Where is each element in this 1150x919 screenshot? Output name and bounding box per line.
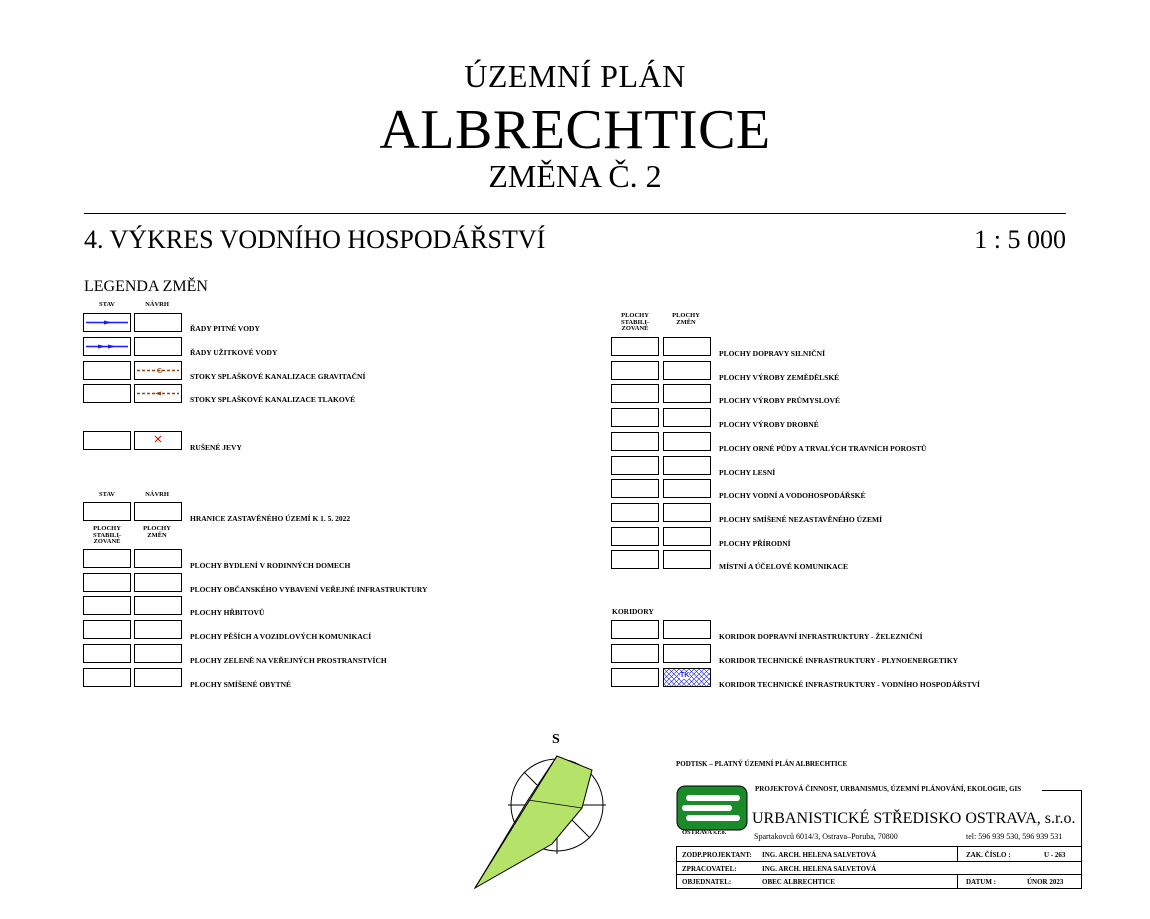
- zprac-value: ING. ARCH. HELENA SALVETOVÁ: [762, 865, 877, 873]
- legend-swatch-stav: [83, 361, 131, 380]
- col-header-plochy-zmen: PLOCHY ZMĚN: [672, 312, 700, 326]
- zodp-label: ZODP.PROJEKTANT:: [682, 851, 752, 859]
- legend-swatch-stav: [83, 431, 131, 450]
- legend-swatch-navrh: [134, 313, 182, 332]
- legend-plochy-label: PLOCHY DOPRAVY SILNIČNÍ: [719, 349, 825, 358]
- legend-plochy-label: PLOCHY VÝROBY ZEMĚDĚLSKÉ: [719, 372, 840, 382]
- legend-swatch-zmen: [663, 432, 711, 451]
- legend-plochy-label: PLOCHY SMÍŠENÉ NEZASTAVĚNÉHO ÚZEMÍ: [719, 514, 883, 524]
- legend-swatch-zmen: [663, 408, 711, 427]
- koridor-label: KORIDOR DOPRAVNÍ INFRASTRUKTURY - ŽELEZNIČNÍ: [719, 632, 923, 641]
- legend-swatch-stab: [611, 527, 659, 546]
- koridor-label: KORIDOR TECHNICKÉ INFRASTRUKTURY - VODNÍHO HOSPODÁŘSTVÍ: [719, 680, 980, 689]
- legend-plochy-label: PLOCHY PĚŠÍCH A VOZIDLOVÝCH KOMUNIKACÍ: [190, 632, 372, 642]
- plan-title-change: ZMĚNA Č. 2: [488, 158, 662, 194]
- legend-swatch-stab: [611, 668, 659, 687]
- legend-plochy-label: MÍSTNÍ A ÚČELOVÉ KOMUNIKACE: [719, 562, 848, 572]
- legend-plochy-label: PLOCHY HŘBITOVŮ: [190, 608, 265, 618]
- legend-swatch-zmen: [663, 479, 711, 498]
- legend-plochy-label: PLOCHY BYDLENÍ V RODINNÝCH DOMECH: [190, 561, 351, 570]
- legend-swatch-stav: [83, 384, 131, 403]
- col-header-navrh: NÁVRH: [145, 301, 169, 308]
- legend-swatch-stab: [611, 432, 659, 451]
- legend-swatch-zmen: [663, 527, 711, 546]
- logo-caption: OSTRAVA s.r.o.: [682, 829, 727, 836]
- legend-swatch-zmen: [663, 550, 711, 569]
- legend-swatch-navrh: [134, 384, 182, 403]
- table-line: [957, 846, 958, 861]
- table-line: [676, 888, 1082, 889]
- company-phone: tel: 596 939 530, 596 939 531: [966, 832, 1063, 841]
- legend-swatch-stab: [611, 384, 659, 403]
- legend-item-label: STOKY SPLAŠKOVÉ KANALIZACE TLAKOVÉ: [190, 395, 356, 404]
- north-label: S: [552, 732, 560, 747]
- legend-plochy-label: PLOCHY ORNÉ PŮDY A TRVALÝCH TRAVNÍCH POROSTŮ: [719, 443, 927, 453]
- datum-label: DATUM :: [966, 878, 997, 886]
- plan-title-line1: ÚZEMNÍ PLÁN: [464, 58, 686, 94]
- legend-swatch-stab: [611, 408, 659, 427]
- legend-swatch-stab: [83, 573, 131, 592]
- legend-swatch-zmen: [663, 337, 711, 356]
- legend-plochy-label: PLOCHY LESNÍ: [719, 467, 776, 477]
- table-line: [676, 846, 1082, 847]
- company-logo: [676, 785, 748, 837]
- legend-swatch-stab: [611, 456, 659, 475]
- legend-swatch-zmen: [663, 644, 711, 663]
- legend-plochy-label: PLOCHY OBČANSKÉHO VYBAVENÍ VEŘEJNÉ INFRASTRUKTURY: [190, 584, 428, 594]
- zak-label: ZAK. ČÍSLO :: [966, 851, 1011, 859]
- legend-hranice-label: HRANICE ZASTAVĚNÉHO ÚZEMÍ K 1. 5. 2022: [190, 514, 351, 523]
- col-header-navrh: NÁVRH: [145, 491, 169, 498]
- legend-swatch-stab: [611, 361, 659, 380]
- legend-plochy-label: PLOCHY VODNÍ A VODOHOSPODÁŘSKÉ: [719, 491, 866, 501]
- zprac-label: ZPRACOVATEL:: [682, 865, 737, 873]
- legend-swatch-stab: [83, 596, 131, 615]
- sheet-name: 4. VÝKRES VODNÍHO HOSPODÁŘSTVÍ: [84, 225, 546, 254]
- legend-plochy-label: PLOCHY VÝROBY DROBNÉ: [719, 420, 819, 430]
- legend-swatch-stab: [611, 620, 659, 639]
- legend-swatch-navrh: [134, 361, 182, 380]
- datum-value: ÚNOR 2023: [1027, 878, 1064, 886]
- legend-swatch-zmen: [134, 549, 182, 568]
- koridor-tag: TK: [680, 672, 690, 679]
- legend-swatch-stav: [83, 313, 131, 332]
- obj-label: OBJEDNATEL:: [682, 878, 732, 886]
- legend-title: LEGENDA ZMĚN: [84, 278, 208, 295]
- blue-double-arrow-icon: [84, 338, 130, 355]
- blue-line-arrow-icon: [84, 314, 130, 331]
- title-divider: [84, 213, 1066, 214]
- legend-swatch-zmen: [663, 361, 711, 380]
- zodp-value: ING. ARCH. HELENA SALVETOVÁ: [762, 851, 877, 859]
- svg-text:G: G: [157, 368, 163, 375]
- legend-swatch-stab: [611, 337, 659, 356]
- col-header-plochy-stab: PLOCHY STABILI-ZOVANÉ: [92, 525, 122, 545]
- table-line: [676, 874, 1082, 875]
- legend-swatch-stab: [83, 620, 131, 639]
- legend-swatch-navrh: [134, 431, 182, 450]
- legend-swatch-stav: [83, 502, 131, 521]
- sheet-scale: 1 : 5 000: [974, 225, 1066, 254]
- frame-line: [1042, 790, 1082, 791]
- company-address: Spartakovců 6014/3, Ostrava–Poruba, 70800: [754, 832, 898, 841]
- legend-swatch-zmen: [134, 596, 182, 615]
- zak-value: U - 263: [1044, 851, 1066, 859]
- legend-swatch-stab: [611, 503, 659, 522]
- legend-swatch-zmen: [663, 620, 711, 639]
- red-cross-icon: [135, 432, 181, 449]
- table-line: [676, 846, 677, 889]
- legend-swatch-stab: [83, 644, 131, 663]
- koridory-title: KORIDORY: [612, 607, 654, 616]
- legend-swatch-zmen: [663, 456, 711, 475]
- legend-swatch-navrh: [134, 502, 182, 521]
- col-header-plochy-stab: PLOCHY STABILI-ZOVANÉ: [620, 312, 650, 332]
- legend-swatch-stab: [611, 479, 659, 498]
- col-header-stav: STAV: [98, 301, 116, 308]
- brown-dashed-arrow-icon: [135, 385, 181, 402]
- legend-plochy-label: PLOCHY ZELENĚ NA VEŘEJNÝCH PROSTRANSTVÍCH: [190, 655, 387, 665]
- col-header-stav: STAV: [98, 491, 116, 498]
- legend-swatch-zmen: [134, 573, 182, 592]
- legend-item-label: STOKY SPLAŠKOVÉ KANALIZACE GRAVITAČNÍ: [190, 372, 366, 381]
- legend-item-label: ŘADY UŽITKOVÉ VODY: [190, 348, 278, 357]
- legend-plochy-label: PLOCHY SMÍŠENÉ OBYTNÉ: [190, 679, 291, 689]
- table-line: [676, 861, 1082, 862]
- legend-swatch-stab: [83, 549, 131, 568]
- legend-plochy-label: PLOCHY VÝROBY PRŮMYSLOVÉ: [719, 396, 840, 406]
- legend-swatch-stab: [611, 550, 659, 569]
- legend-swatch-zmen: [134, 620, 182, 639]
- frame-line: [1081, 790, 1082, 847]
- col-header-plochy-zmen: PLOCHY ZMĚN: [143, 525, 171, 539]
- table-line: [1081, 846, 1082, 889]
- legend-plochy-label: PLOCHY PŘÍRODNÍ: [719, 538, 791, 548]
- legend-swatch-stab: [611, 644, 659, 663]
- legend-swatch-stab: [83, 668, 131, 687]
- legend-item-label: ŘADY PITNÉ VODY: [190, 324, 260, 333]
- compass-rose-icon: [470, 748, 620, 893]
- table-line: [957, 874, 958, 888]
- legend-swatch-zmen-hatched: [663, 668, 711, 687]
- company-name: URBANISTICKÉ STŘEDISKO OSTRAVA, s.r.o.: [752, 810, 1076, 827]
- legend-swatch-navrh: [134, 337, 182, 356]
- plan-title-municipality: ALBRECHTICE: [379, 99, 771, 161]
- legend-swatch-zmen: [134, 668, 182, 687]
- brown-dashed-line-icon: [135, 362, 181, 379]
- legend-swatch-zmen: [663, 384, 711, 403]
- legend-rusene-label: RUŠENÉ JEVY: [190, 443, 242, 452]
- obj-value: OBEC ALBRECHTICE: [762, 878, 835, 886]
- legend-swatch-stav: [83, 337, 131, 356]
- podklad-note: PODTISK – PLATNÝ ÚZEMNÍ PLÁN ALBRECHTICE: [676, 760, 848, 768]
- company-activities: PROJEKTOVÁ ČINNOST, URBANISMUS, ÚZEMNÍ PLÁNOVÁNÍ, EKOLOGIE, GIS: [755, 785, 1022, 793]
- legend-swatch-zmen: [663, 503, 711, 522]
- legend-swatch-zmen: [134, 644, 182, 663]
- koridor-label: KORIDOR TECHNICKÉ INFRASTRUKTURY - PLYNOENERGETIKY: [719, 656, 959, 665]
